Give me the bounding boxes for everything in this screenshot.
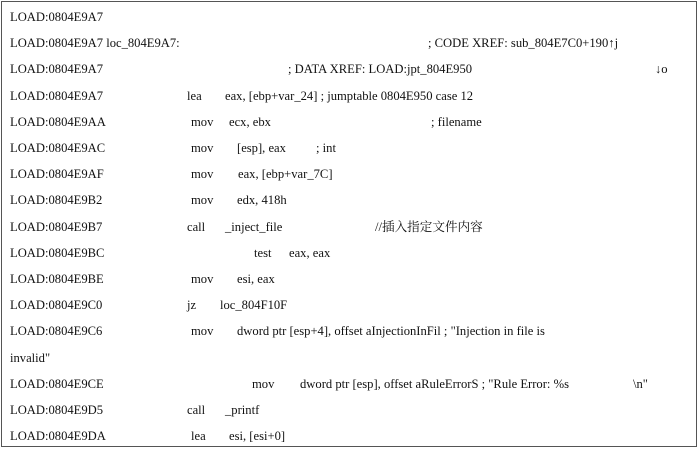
line-mnemonic: mov xyxy=(191,272,214,286)
line-address: LOAD:0804E9B7 xyxy=(10,219,103,234)
line-mnemonic: jz xyxy=(187,298,197,313)
line-address: LOAD:0804E9CE xyxy=(10,376,104,391)
line-mnemonic: call xyxy=(187,219,206,234)
line-address: LOAD:0804E9DA xyxy=(10,429,106,444)
line-operands: esi, [esi+0] xyxy=(229,429,286,444)
line-operands: esi, eax xyxy=(237,272,275,286)
listing-line[interactable] xyxy=(10,135,688,161)
line-operands: loc_804F10F xyxy=(220,298,288,313)
listing-line[interactable] xyxy=(10,83,688,109)
line-operands: ↓o xyxy=(655,62,668,77)
line-mnemonic: mov xyxy=(191,141,214,155)
line-operands: dword ptr [esp], offset aRuleErrorS ; "Rule Error: %s xyxy=(300,376,569,391)
line-address: LOAD:0804E9BC xyxy=(10,245,105,260)
line-operands: _printf xyxy=(225,403,260,417)
line-operands: edx, 418h xyxy=(237,193,287,208)
line-comment: ; int xyxy=(316,141,336,155)
line-mnemonic: mov xyxy=(191,114,214,129)
line-address: LOAD:0804E9B2 xyxy=(10,193,103,208)
line-operands: eax, [ebp+var_24] ; jumptable 0804E950 case 12 xyxy=(225,88,474,103)
line-mnemonic: ; DATA XREF: LOAD:jpt_804E950 xyxy=(288,62,473,77)
line-address: LOAD:0804E9A7 loc_804E9A7: xyxy=(10,36,180,51)
listing-line[interactable] xyxy=(10,345,688,371)
line-address: LOAD:0804E9A7 xyxy=(10,62,104,77)
line-operands: [esp], eax xyxy=(237,141,286,155)
listing-line[interactable] xyxy=(10,109,688,135)
listing-line[interactable] xyxy=(10,161,688,187)
line-mnemonic: lea xyxy=(191,429,206,444)
disassembly-listing-panel xyxy=(1,1,697,447)
listing-line[interactable] xyxy=(10,423,688,449)
listing-line[interactable] xyxy=(10,318,688,344)
line-mnemonic: mov xyxy=(191,193,214,208)
listing-line[interactable] xyxy=(10,214,688,240)
line-address: LOAD:0804E9C0 xyxy=(10,298,103,313)
listing-line[interactable] xyxy=(10,240,688,266)
line-mnemonic: lea xyxy=(187,88,202,103)
listing-line[interactable] xyxy=(10,266,688,292)
line-mnemonic: test xyxy=(254,245,272,260)
line-mnemonic: mov xyxy=(252,376,275,391)
listing-line[interactable] xyxy=(10,4,688,30)
line-mnemonic: call xyxy=(187,403,206,417)
listing-line[interactable] xyxy=(10,56,688,82)
line-operands: _inject_file xyxy=(225,219,283,234)
line-comment: \n" xyxy=(633,376,648,391)
line-address: LOAD:0804E9AF xyxy=(10,167,104,182)
line-operands: eax, [ebp+var_7C] xyxy=(238,167,333,182)
line-operands: dword ptr [esp+4], offset aInjectionInFil ; "Injection in file is xyxy=(237,324,545,339)
line-address: LOAD:0804E9AC xyxy=(10,141,106,155)
line-address: LOAD:0804E9D5 xyxy=(10,403,104,417)
line-address: LOAD:0804E9BE xyxy=(10,272,104,286)
line-comment: //插入指定文件内容 xyxy=(375,219,483,234)
disassembly-listing xyxy=(10,2,688,446)
line-address: LOAD:0804E9AA xyxy=(10,114,106,129)
line-mnemonic: mov xyxy=(191,324,214,339)
line-comment: ; filename xyxy=(431,114,482,129)
line-address: LOAD:0804E9A7 xyxy=(10,88,104,103)
continuation-text: invalid" xyxy=(10,350,51,365)
listing-line[interactable] xyxy=(10,292,688,318)
line-mnemonic: ; CODE XREF: sub_804E7C0+190↑j xyxy=(428,36,619,51)
listing-line[interactable] xyxy=(10,187,688,213)
listing-line[interactable] xyxy=(10,397,688,423)
listing-line[interactable] xyxy=(10,30,688,56)
line-address: LOAD:0804E9A7 xyxy=(10,10,104,24)
line-operands: ecx, ebx xyxy=(229,114,271,129)
line-operands: eax, eax xyxy=(289,245,331,260)
listing-line[interactable] xyxy=(10,371,688,397)
line-mnemonic: mov xyxy=(191,167,214,182)
line-address: LOAD:0804E9C6 xyxy=(10,324,103,339)
